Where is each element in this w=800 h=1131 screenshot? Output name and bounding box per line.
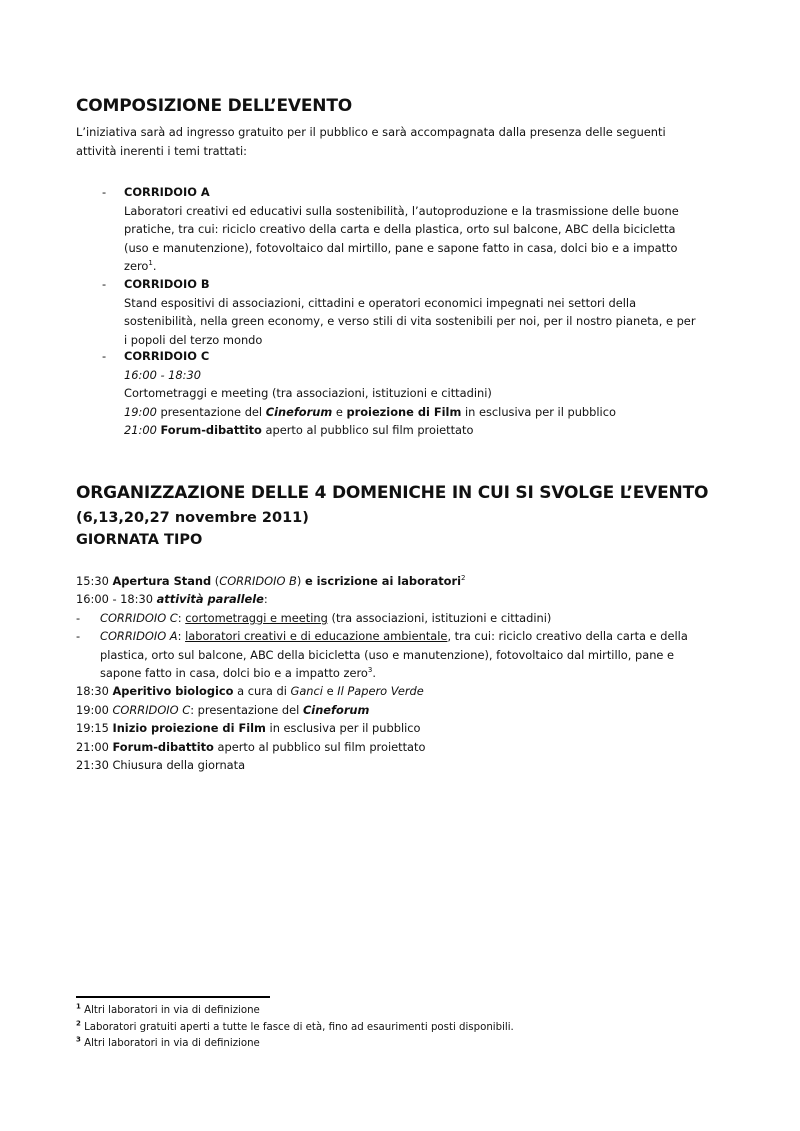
text: CORRIDOIO C <box>100 610 178 625</box>
footnote-item <box>76 1003 514 1020</box>
text: : <box>263 592 268 607</box>
corridoio-c-title: CORRIDOIO C <box>124 349 210 363</box>
schedule-row <box>76 572 736 590</box>
footnote-item <box>76 1020 514 1037</box>
text: : presentazione del <box>190 702 303 717</box>
corridoio-a-text: zero <box>124 259 149 273</box>
time: 18:30 <box>76 684 113 699</box>
text: . <box>372 666 376 681</box>
text: ) <box>296 574 305 588</box>
schedule-row <box>76 738 736 756</box>
text: in esclusiva per il pubblico <box>265 721 421 736</box>
underlined-text: laboratori creativi e di educazione ambientale <box>185 629 448 644</box>
corridoio-a-line: pratiche, tra cui: riciclo creativo della carta e della plastica, orto sul balcone, ABC della bicicletta <box>124 222 676 236</box>
corridoio-c-time: 16:00 - 18:30 <box>124 367 202 382</box>
schedule-row <box>76 682 736 700</box>
text: aperto al pubblico sul film proiettato <box>213 739 426 754</box>
bullet-dash: - <box>102 349 107 363</box>
schedule-row <box>76 664 736 682</box>
footnote-text: Laboratori gratuiti aperti a tutte le fasce di età, fino ad esaurimenti posti disponibili. <box>80 1021 514 1033</box>
schedule-row <box>76 756 736 774</box>
text: Chiusura della giornata <box>112 758 246 773</box>
bullet-dash: - <box>76 629 81 644</box>
text: in esclusiva per il pubblico <box>461 404 616 419</box>
corridoio-b-line: sostenibilità, nella green economy, e verso stili di vita sostenibili per noi, per il nostro pianeta, e per <box>124 314 696 328</box>
text: Ganci <box>290 684 323 699</box>
period: . <box>152 259 157 273</box>
corridoio-a-line <box>124 257 734 276</box>
text: Inizio proiezione di Film <box>112 721 266 736</box>
bullet-dash: - <box>76 610 81 625</box>
footnote-number: 2 <box>76 1019 81 1028</box>
text: (tra associazioni, istituzioni e cittadini) <box>327 610 552 625</box>
schedule-row <box>76 627 736 645</box>
footnote-number: 1 <box>76 1002 81 1011</box>
text: aperto al pubblico sul film proiettato <box>261 423 474 437</box>
bullet-dash: - <box>102 185 107 199</box>
text: Apertura Stand <box>112 574 212 588</box>
footnote-text: Altri laboratori in via di definizione <box>80 1005 260 1016</box>
corridoio-c-line <box>124 421 734 440</box>
section-subtitle: GIORNATA TIPO <box>76 532 203 548</box>
footnote-separator <box>76 996 270 998</box>
intro-line: attività inerenti i temi trattati: <box>76 143 248 158</box>
text: sapone fatto in casa, dolci bio e a impatto zero <box>100 666 368 681</box>
text: e iscrizione ai laboratori <box>304 574 461 588</box>
corridoio-c-line: Cortometraggi e meeting (tra associazioni, istituzioni e cittadini) <box>124 386 492 400</box>
time: 19:00 <box>76 702 113 717</box>
section-dates: (6,13,20,27 novembre 2011) <box>76 510 309 526</box>
corridoio-b-line: i popoli del terzo mondo <box>124 332 263 347</box>
schedule-list <box>76 572 736 774</box>
corridoio-b-line: Stand espositivi di associazioni, cittadini e operatori economici impegnati nei settori della <box>124 295 637 310</box>
text: presentazione del <box>156 404 266 419</box>
intro-paragraph <box>76 123 736 160</box>
footnotes <box>76 1003 514 1053</box>
corridoio-a-line: Laboratori creativi ed educativi sulla sostenibilità, l’autoproduzione e la trasmissione delle buone <box>124 203 679 218</box>
text: CORRIDOIO C <box>112 702 191 717</box>
text: Forum-dibattito <box>112 739 214 754</box>
text: attività parallele <box>156 592 264 607</box>
corridoio-b-title: CORRIDOIO B <box>124 277 210 291</box>
footnote-ref: 1 <box>148 259 153 268</box>
schedule-row <box>76 590 736 608</box>
time: 21:00 <box>76 739 113 754</box>
section-title-organizzazione: ORGANIZZAZIONE DELLE 4 DOMENICHE IN CUI SI SVOLGE L’EVENTO <box>76 483 709 503</box>
text: a cura di <box>233 684 291 699</box>
schedule-row <box>76 719 736 737</box>
time: 19:00 <box>124 404 157 419</box>
text: ( <box>211 574 220 588</box>
text: : <box>177 610 186 625</box>
text: Aperitivo biologico <box>112 684 234 699</box>
text: e <box>322 684 338 699</box>
corridoio-c-line <box>124 403 734 422</box>
schedule-row <box>76 609 736 627</box>
time: 19:15 <box>76 721 113 736</box>
text: e <box>332 404 347 419</box>
corridoio-a-title: CORRIDOIO A <box>124 185 210 199</box>
cineforum-text: Cineforum <box>265 404 333 419</box>
schedule-row: plastica, orto sul balcone, ABC della bicicletta (uso e manutenzione), fotovoltaico dal mirtillo, pane e <box>100 647 675 662</box>
footnote-ref: 3 <box>367 666 373 675</box>
footnote-item <box>76 1036 514 1053</box>
text: CORRIDOIO B <box>219 574 297 588</box>
text: Forum-dibattito <box>160 423 262 437</box>
time: 16:00 - 18:30 <box>76 592 157 607</box>
text: proiezione di Film <box>346 404 462 419</box>
footnote-number: 3 <box>76 1035 81 1044</box>
time: 21:00 <box>124 423 157 437</box>
corridoio-a-line: (uso e manutenzione), fotovoltaico dal mirtillo, pane e sapone fatto in casa, dolci bio e a impatto <box>124 240 678 255</box>
time: 15:30 <box>76 574 113 588</box>
bullet-dash: - <box>102 277 107 291</box>
text: , tra cui: riciclo creativo della carta e della <box>447 629 688 644</box>
text: CORRIDOIO A <box>100 629 178 644</box>
intro-line: L’iniziativa sarà ad ingresso gratuito per il pubblico e sarà accompagnata dalla presenza delle seguenti <box>76 125 666 139</box>
schedule-row <box>76 701 736 719</box>
time: 21:30 <box>76 758 113 773</box>
section-title-composizione: COMPOSIZIONE DELL’EVENTO <box>76 96 352 116</box>
footnote-text: Altri laboratori in via di definizione <box>80 1038 260 1049</box>
underlined-text: cortometraggi e meeting <box>185 610 328 625</box>
text: Il Papero Verde <box>337 684 424 699</box>
footnote-ref: 2 <box>461 574 466 583</box>
text: Cineforum <box>302 702 370 717</box>
text: : <box>177 629 186 644</box>
